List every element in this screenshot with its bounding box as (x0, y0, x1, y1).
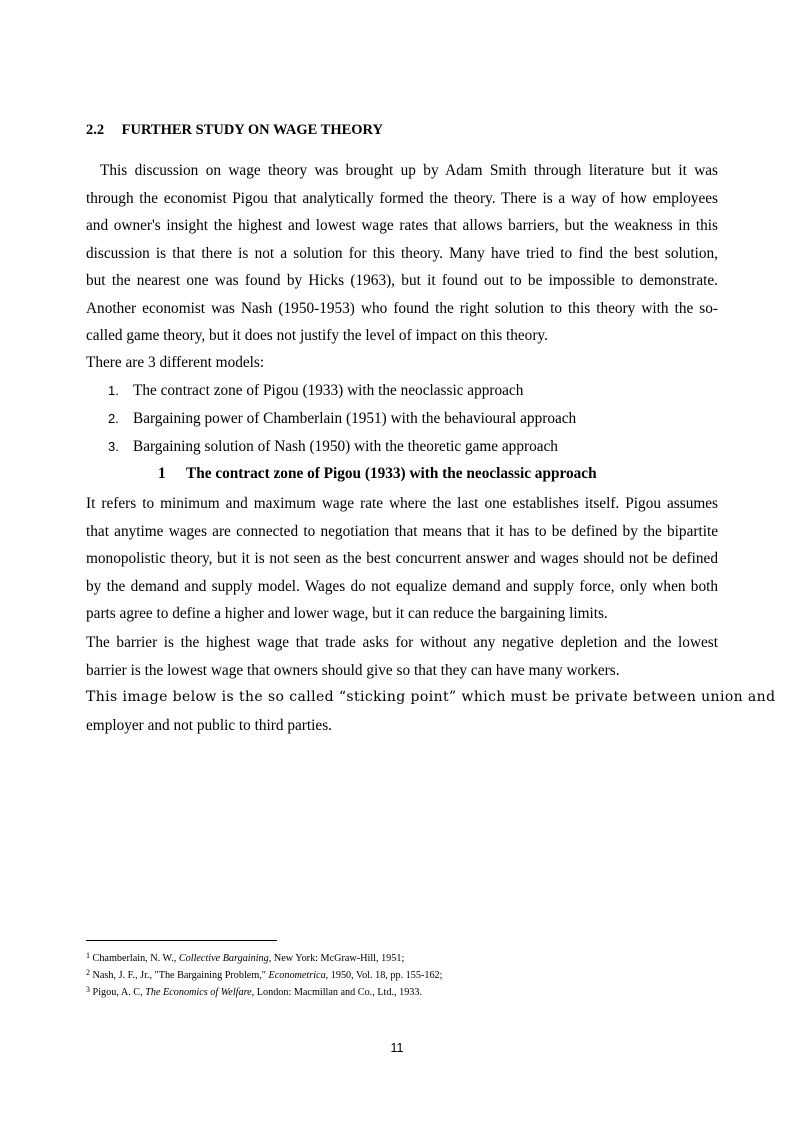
footnote-title: The Economics of Welfare, (145, 987, 255, 998)
text-line: This image below is the so called “sticking point” which must be private between union and (86, 689, 776, 705)
subsection-number: 1 (158, 465, 166, 482)
text-line: employer and not public to third parties. (86, 716, 332, 734)
footnote-mark: 1 (86, 951, 90, 960)
list-number: 2. (108, 411, 119, 426)
text-line: barrier is the lowest wage that owners should give so that they can have many workers. (86, 661, 620, 679)
footnote-mark: 2 (86, 968, 90, 977)
footnote-title: Econometrica, (268, 970, 329, 981)
footnote-title: Collective Bargaining, (178, 953, 272, 964)
list-text: The contract zone of Pigou (1933) with the neoclassic approach (133, 382, 524, 399)
footnote-text: London: Macmillan and Co., Ltd., 1933. (254, 987, 423, 998)
text-line: Another economist was Nash (1950-1953) who found the right solution to this theory with the so- (86, 299, 718, 317)
text-line: This discussion on wage theory was brought up by Adam Smith through literature but it was (100, 162, 718, 179)
models-intro: There are 3 different models: (86, 354, 265, 371)
list-text: Bargaining power of Chamberlain (1951) with the behavioural approach (133, 410, 577, 427)
footnote-text: Chamberlain, N. W., (92, 953, 179, 964)
text-line: called game theory, but it does not justify the level of impact on this theory. (86, 327, 548, 344)
text-line: It refers to minimum and maximum wage rate where the last one establishes itself. Pigou assumes (86, 495, 718, 512)
footnote (86, 951, 404, 964)
footnote-text: Nash, J. F., Jr., "The Bargaining Problem," (92, 970, 269, 981)
footnote-text: 1950, Vol. 18, pp. 155-162; (328, 970, 443, 981)
subsection-title: The contract zone of Pigou (1933) with the neoclassic approach (186, 465, 597, 482)
list-number: 3. (108, 439, 119, 454)
text-line: monopolistic theory, but it is not seen as the best concurrent answer and wages should not be defined (86, 550, 718, 567)
list-item (108, 382, 523, 400)
paragraph-contract-zone (86, 490, 718, 628)
text-line: through the economist Pigou that analytically formed the theory. There is a way of how employees (86, 189, 718, 207)
page-number: 11 (390, 1041, 404, 1055)
footnote (86, 968, 442, 981)
text-line: parts agree to define a higher and lower wage, but it can reduce the bargaining limits. (86, 605, 608, 622)
text-line: and owner's insight the highest and lowest wage rates that allows barriers, but the weakness in this (86, 217, 718, 234)
section-title: FURTHER STUDY ON WAGE THEORY (121, 122, 383, 138)
text-line: by the demand and supply model. Wages do not equalize demand and supply force, only when both (86, 577, 718, 595)
list-number: 1. (108, 383, 119, 398)
subsection-heading (158, 465, 597, 483)
footnote-mark: 3 (86, 985, 90, 994)
paragraph-sticking-point (86, 684, 776, 739)
text-line: but the nearest one was found by Hicks (1963), but it found out to be impossible to demonstrate. (86, 272, 718, 289)
paragraph-barrier (86, 629, 718, 684)
footnote-text: New York: McGraw-Hill, 1951; (271, 953, 405, 964)
footnote-text: Pigou, A. C, (92, 987, 146, 998)
list-text: Bargaining solution of Nash (1950) with the theoretic game approach (133, 438, 558, 455)
text-line: discussion is that there is not a solution for this theory. Many have tried to find the best solution, (86, 244, 718, 262)
list-item (108, 410, 576, 428)
paragraph-wage-theory (86, 157, 718, 350)
text-line: that anytime wages are connected to negotiation that means that it has to be defined by the bipartite (86, 522, 718, 540)
section-number: 2.2 (86, 122, 105, 138)
list-item (108, 438, 558, 456)
section-heading (86, 122, 383, 139)
text-line: The barrier is the highest wage that trade asks for without any negative depletion and the lowest (86, 634, 718, 651)
footnote (86, 985, 422, 998)
footnote-separator (86, 940, 277, 941)
